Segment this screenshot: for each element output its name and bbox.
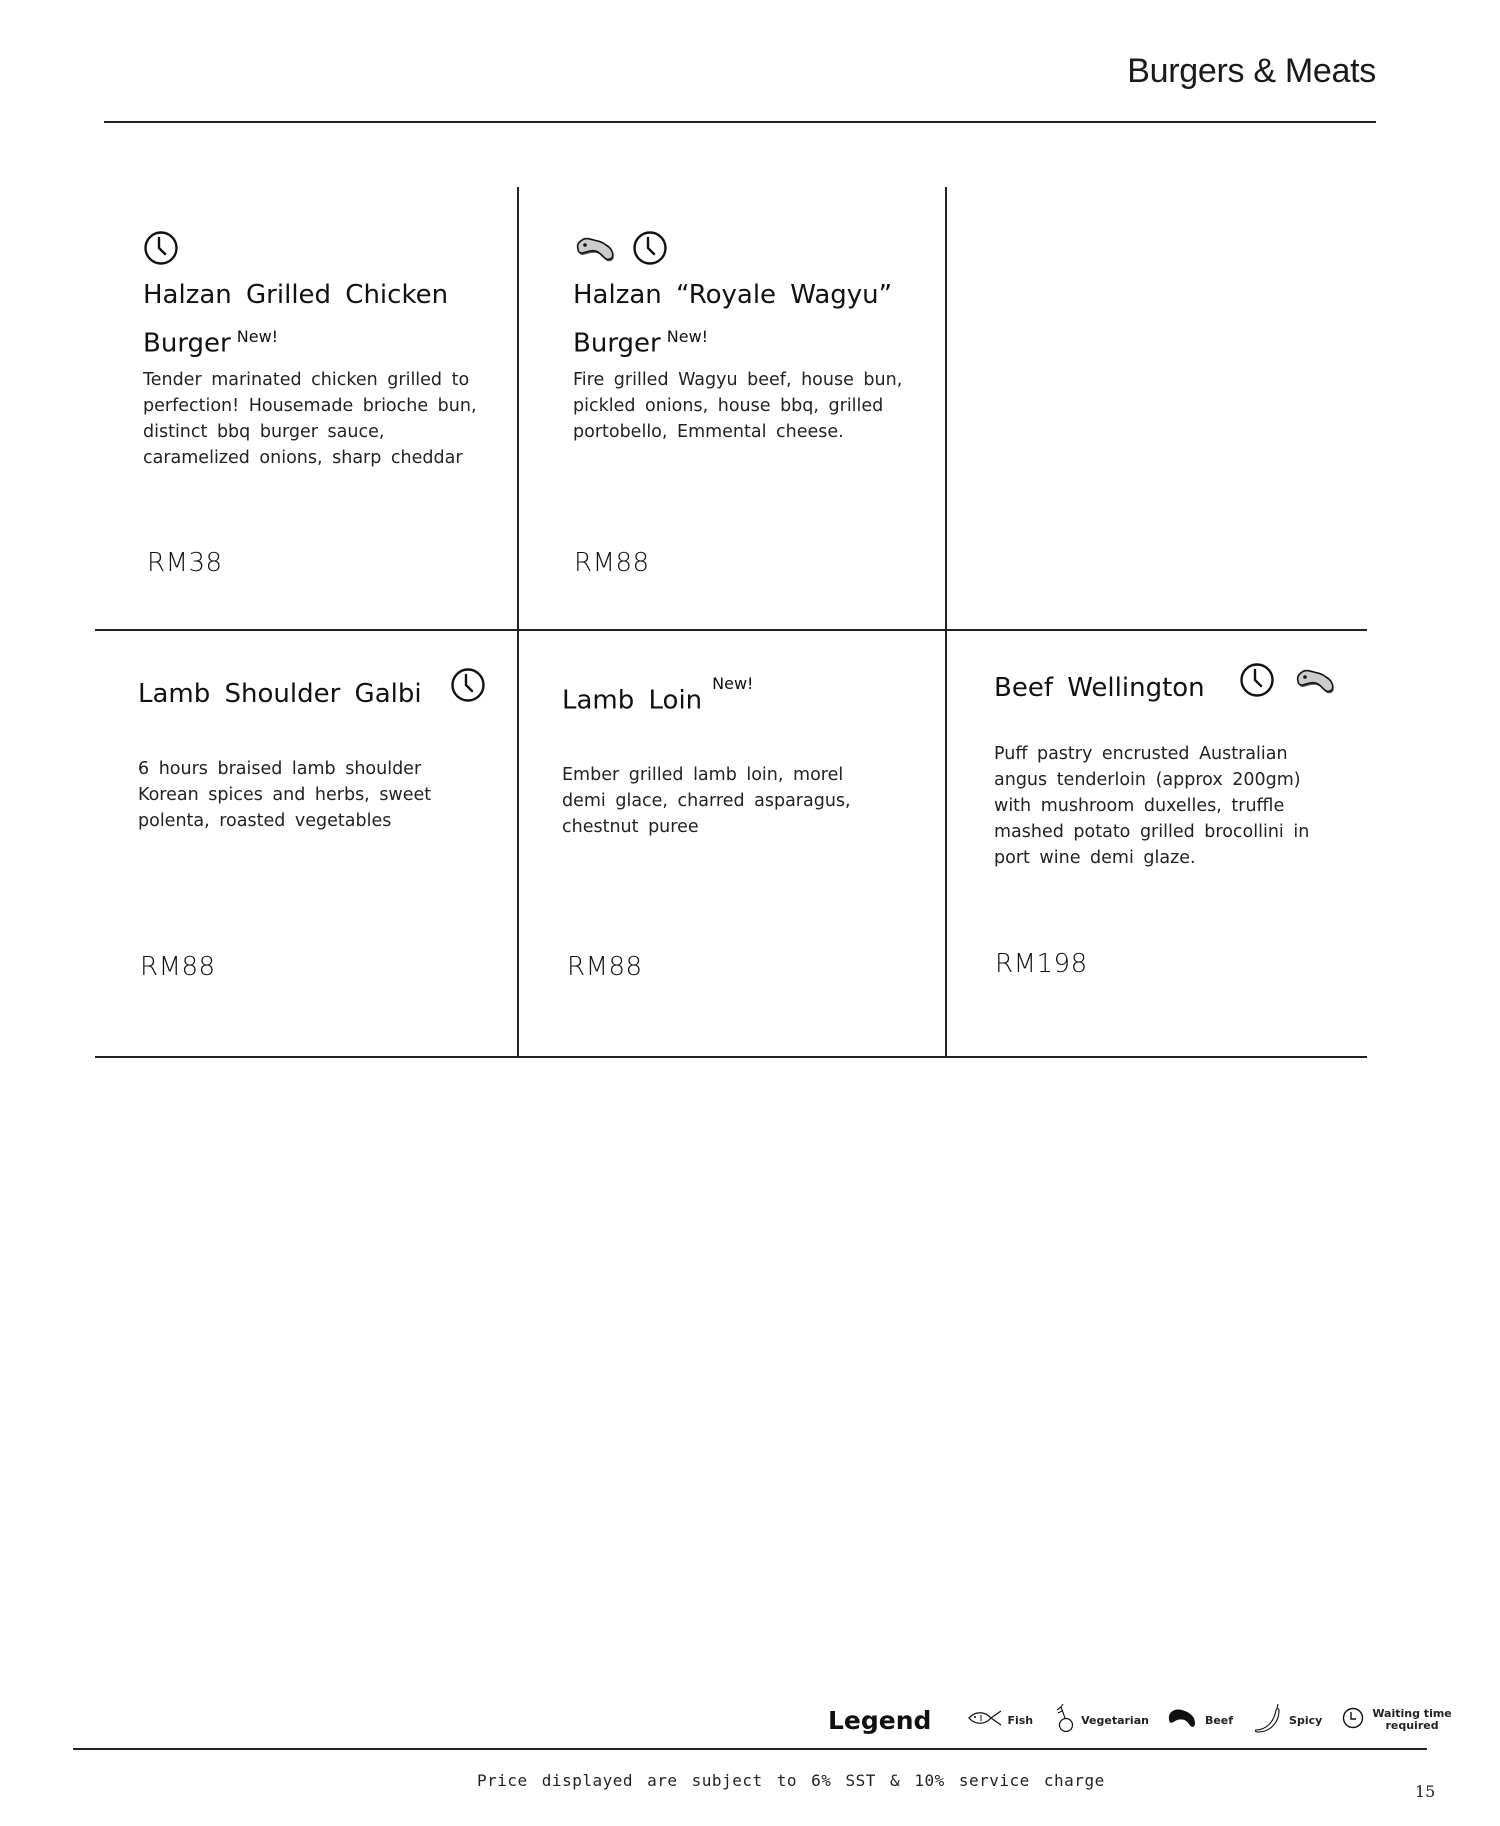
grid-divider-horizontal-bottom xyxy=(95,1056,1367,1058)
dish-description: Ember grilled lamb loin, morel demi glace, charred asparagus, chestnut puree xyxy=(562,764,851,837)
legend-label-spicy: Spicy xyxy=(1289,1713,1323,1727)
header-divider xyxy=(104,121,1376,123)
dish-price: RM88 xyxy=(140,952,216,982)
legend-label-waiting-time: Waiting time required xyxy=(1372,1707,1452,1732)
legend-title: Legend xyxy=(828,1705,932,1735)
menu-item-royale-wagyu-burger xyxy=(573,230,933,445)
new-badge: New! xyxy=(666,327,709,346)
legend-label-beef: Beef xyxy=(1204,1713,1234,1727)
dish-title: Lamb Loin$^{New!}$ xyxy=(562,674,754,716)
dish-price: RM198 xyxy=(995,949,1088,979)
dish-description: 6 hours braised lamb shoulder Korean spices and herbs, sweet polenta, roasted vegetables xyxy=(138,759,432,831)
new-badge: New! xyxy=(236,327,279,346)
clock-icon xyxy=(143,230,179,270)
waiting-time-icon xyxy=(1342,1707,1364,1733)
menu-item-beef-wellington xyxy=(994,666,1374,871)
dish-description: Fire grilled Wagyu beef, house bun, pickled onions, house bbq, grilled portobello, Emmental cheese. xyxy=(573,369,903,442)
dish-title-line2: Burger $^{New!}$ xyxy=(143,327,279,359)
dish-price: RM38 xyxy=(147,548,223,578)
legend-label-vegetarian: Vegetarian xyxy=(1081,1713,1149,1727)
legend xyxy=(828,1700,1452,1740)
dish-description: Tender marinated chicken grilled to perfection! Housemade brioche bun, distinct bbq burger sauce, caramelized onions, sharp cheddar xyxy=(143,369,477,468)
legend-label-fish: Fish xyxy=(1007,1713,1034,1727)
clock-icon xyxy=(632,230,668,270)
menu-item-lamb-shoulder-galbi xyxy=(138,673,508,834)
menu-item-lamb-loin xyxy=(562,673,932,840)
fish-icon xyxy=(967,1709,1003,1731)
dish-title: Halzan “Royale Wagyu” xyxy=(573,280,893,310)
clock-icon xyxy=(450,667,486,716)
dish-title: Beef Wellington xyxy=(994,666,1374,711)
dish-title: Lamb Shoulder Galbi xyxy=(138,673,508,716)
clock-icon xyxy=(1239,662,1275,711)
dish-description: Puff pastry encrusted Australian angus tenderloin (approx 200gm) with mushroom duxelles, truffle mashed potato grilled brocollini in port wine demi glaze. xyxy=(994,744,1310,868)
vegetarian-icon xyxy=(1053,1703,1075,1737)
page-title: Burgers & Meats xyxy=(1127,52,1376,90)
page-number: 15 xyxy=(1415,1782,1436,1801)
grid-divider-vertical-1 xyxy=(517,187,519,1058)
spicy-icon xyxy=(1253,1703,1283,1737)
footer-divider xyxy=(73,1748,1427,1750)
dish-price: RM88 xyxy=(574,548,650,578)
beef-icon xyxy=(573,231,617,269)
grid-divider-vertical-2 xyxy=(945,187,947,1058)
beef-icon xyxy=(1293,663,1337,710)
new-badge: New! xyxy=(712,674,754,693)
grid-divider-horizontal-middle xyxy=(95,629,1367,631)
menu-item-halzan-grilled-chicken-burger xyxy=(143,230,503,471)
beef-icon xyxy=(1167,1707,1197,1733)
footer-note: Price displayed are subject to 6% SST & 10% service charge xyxy=(477,1771,1105,1790)
dish-title-line2: Burger $^{New!}$ xyxy=(573,327,709,359)
dish-title: Halzan Grilled Chicken xyxy=(143,280,449,310)
dish-price: RM88 xyxy=(567,952,643,982)
